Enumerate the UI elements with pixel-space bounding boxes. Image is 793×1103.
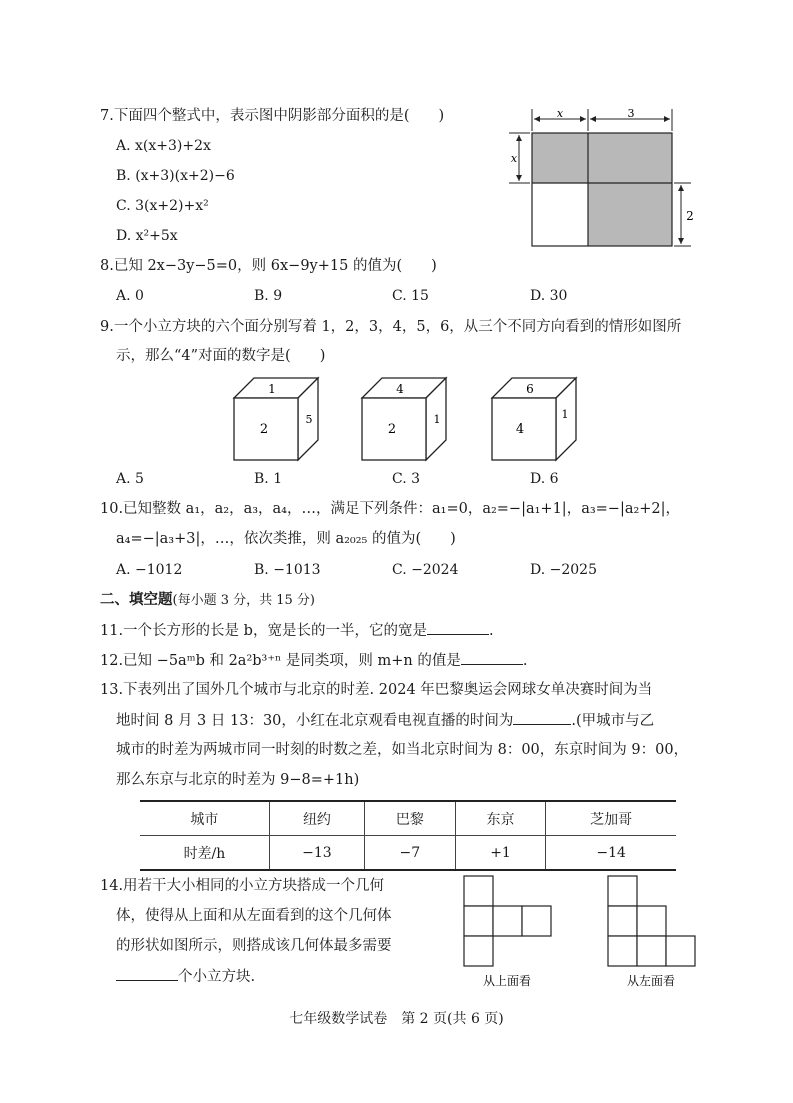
cell-newyork: −13 <box>269 836 364 871</box>
q10-option-c: C. −2024 <box>392 562 459 578</box>
label-top-x: x <box>556 107 564 120</box>
time-difference-table <box>140 800 676 871</box>
q9-option-d: D. 6 <box>530 471 559 487</box>
q7-option-c: C. 3(x+2)+x² <box>116 198 209 214</box>
q9-cube-2 <box>358 374 454 464</box>
label-top-3: 3 <box>627 107 635 120</box>
q14-line3: 的形状如图所示，则搭成该几何体最多需要 <box>116 938 392 954</box>
q8-option-d: D. 30 <box>530 288 568 304</box>
cube2-top-number: 4 <box>396 382 404 396</box>
section-note: (每小题 3 分，共 15 分) <box>172 593 315 608</box>
cube1-side-number: 5 <box>305 413 313 426</box>
top-view-figure <box>460 872 560 992</box>
cube2-side-number: 1 <box>433 413 441 426</box>
cell-paris: −7 <box>365 836 456 871</box>
q7-option-b: B. (x+3)(x+2)−6 <box>116 168 235 184</box>
section-heading <box>100 590 315 611</box>
q8-option-c: C. 15 <box>392 288 429 304</box>
cube1-top-number: 1 <box>268 382 276 396</box>
q10-option-a: A. −1012 <box>116 562 183 578</box>
top-view-caption: 从上面看 <box>482 974 532 988</box>
header-newyork: 纽约 <box>269 801 364 836</box>
q14-line1: 14.用若干大小相同的小立方块搭成一个几何 <box>100 878 385 894</box>
q9-cube-3 <box>488 374 584 464</box>
table-header-row <box>140 801 676 836</box>
q13-line4: 那么东京与北京的时差为 9−8=+1h) <box>116 772 360 788</box>
cube3-front-number: 4 <box>515 422 525 437</box>
header-tokyo: 东京 <box>455 801 546 836</box>
label-left-x: x <box>510 152 518 165</box>
q13-answer-blank[interactable] <box>513 710 571 725</box>
q9-option-a: A. 5 <box>116 471 144 487</box>
cube3-top-number: 6 <box>526 382 534 396</box>
label-right-2: 2 <box>686 209 694 223</box>
cube3-side-number: 1 <box>561 408 569 421</box>
table-row <box>140 836 676 871</box>
header-chicago: 芝加哥 <box>546 801 676 836</box>
cube1-front-number: 2 <box>259 422 269 437</box>
q10-option-b: B. −1013 <box>254 562 321 578</box>
cube2-front-number: 2 <box>387 422 397 437</box>
row-label: 时差/h <box>140 836 269 871</box>
q8-option-b: B. 9 <box>254 288 283 304</box>
q7-area-figure <box>505 105 695 255</box>
left-view-caption: 从左面看 <box>626 974 676 988</box>
q10-stem-line1: 10.已知整数 a₁，a₂，a₃，a₄，…，满足下列条件：a₁=0，a₂=−|a₁+1|，a₃=−|a₂+2|， <box>100 501 681 517</box>
q7-stem: 7.下面四个整式中，表示图中阴影部分面积的是( ) <box>100 108 445 124</box>
header-city: 城市 <box>140 801 269 836</box>
header-paris: 巴黎 <box>365 801 456 836</box>
q13-line2: 地时间 8 月 3 日 13：30，小红在北京观看电视直播的时间为 .(甲城市与乙 <box>116 710 654 731</box>
q9-cube-1 <box>230 374 326 464</box>
q10-option-d: D. −2025 <box>530 562 597 578</box>
q7-option-d: D. x²+5x <box>116 228 178 244</box>
cell-tokyo: +1 <box>455 836 546 871</box>
cell-chicago: −14 <box>546 836 676 871</box>
q9-option-c: C. 3 <box>392 471 421 487</box>
q11-stem: 11.一个长方形的长是 b，宽是长的一半，它的宽是 . <box>100 620 494 641</box>
q9-option-b: B. 1 <box>254 471 283 487</box>
q9-stem-line1: 9.一个小立方块的六个面分别写着 1，2，3，4，5，6，从三个不同方向看到的情形如图所 <box>100 319 682 335</box>
q14-line4: 个小立方块. <box>116 966 255 987</box>
q10-stem-line2: a₄=−|a₃+3|，…，依次类推，则 a₂₀₂₅ 的值为( ) <box>116 531 456 547</box>
shaded-region-right <box>588 133 672 246</box>
q14-line2: 体，使得从上面和从左面看到的这个几何体 <box>116 908 392 924</box>
q13-line3: 城市的时差为两城市同一时刻的时数之差，如当北京时间为 8：00，东京时间为 9：00， <box>116 742 689 758</box>
q12-answer-blank[interactable] <box>461 650 523 665</box>
q11-answer-blank[interactable] <box>427 620 489 635</box>
section-title: 二、填空题 <box>100 591 173 608</box>
left-view-figure <box>604 872 704 992</box>
page-footer: 七年级数学试卷 第 2 页(共 6 页) <box>289 1011 504 1027</box>
q7-option-a: A. x(x+3)+2x <box>116 138 211 154</box>
q9-stem-line2: 示，那么“4”对面的数字是( ) <box>116 348 326 364</box>
q14-answer-blank[interactable] <box>116 966 178 981</box>
shaded-region-top-left <box>532 133 588 183</box>
q8-option-a: A. 0 <box>116 288 144 304</box>
q12-stem: 12.已知 −5aᵐb 和 2a²b³⁺ⁿ 是同类项，则 m+n 的值是 . <box>100 650 527 671</box>
q8-stem: 8.已知 2x−3y−5=0，则 6x−9y+15 的值为( ) <box>100 258 437 274</box>
q13-line1: 13.下表列出了国外几个城市与北京的时差. 2024 年巴黎奥运会网球女单决赛时间为当 <box>100 682 653 698</box>
